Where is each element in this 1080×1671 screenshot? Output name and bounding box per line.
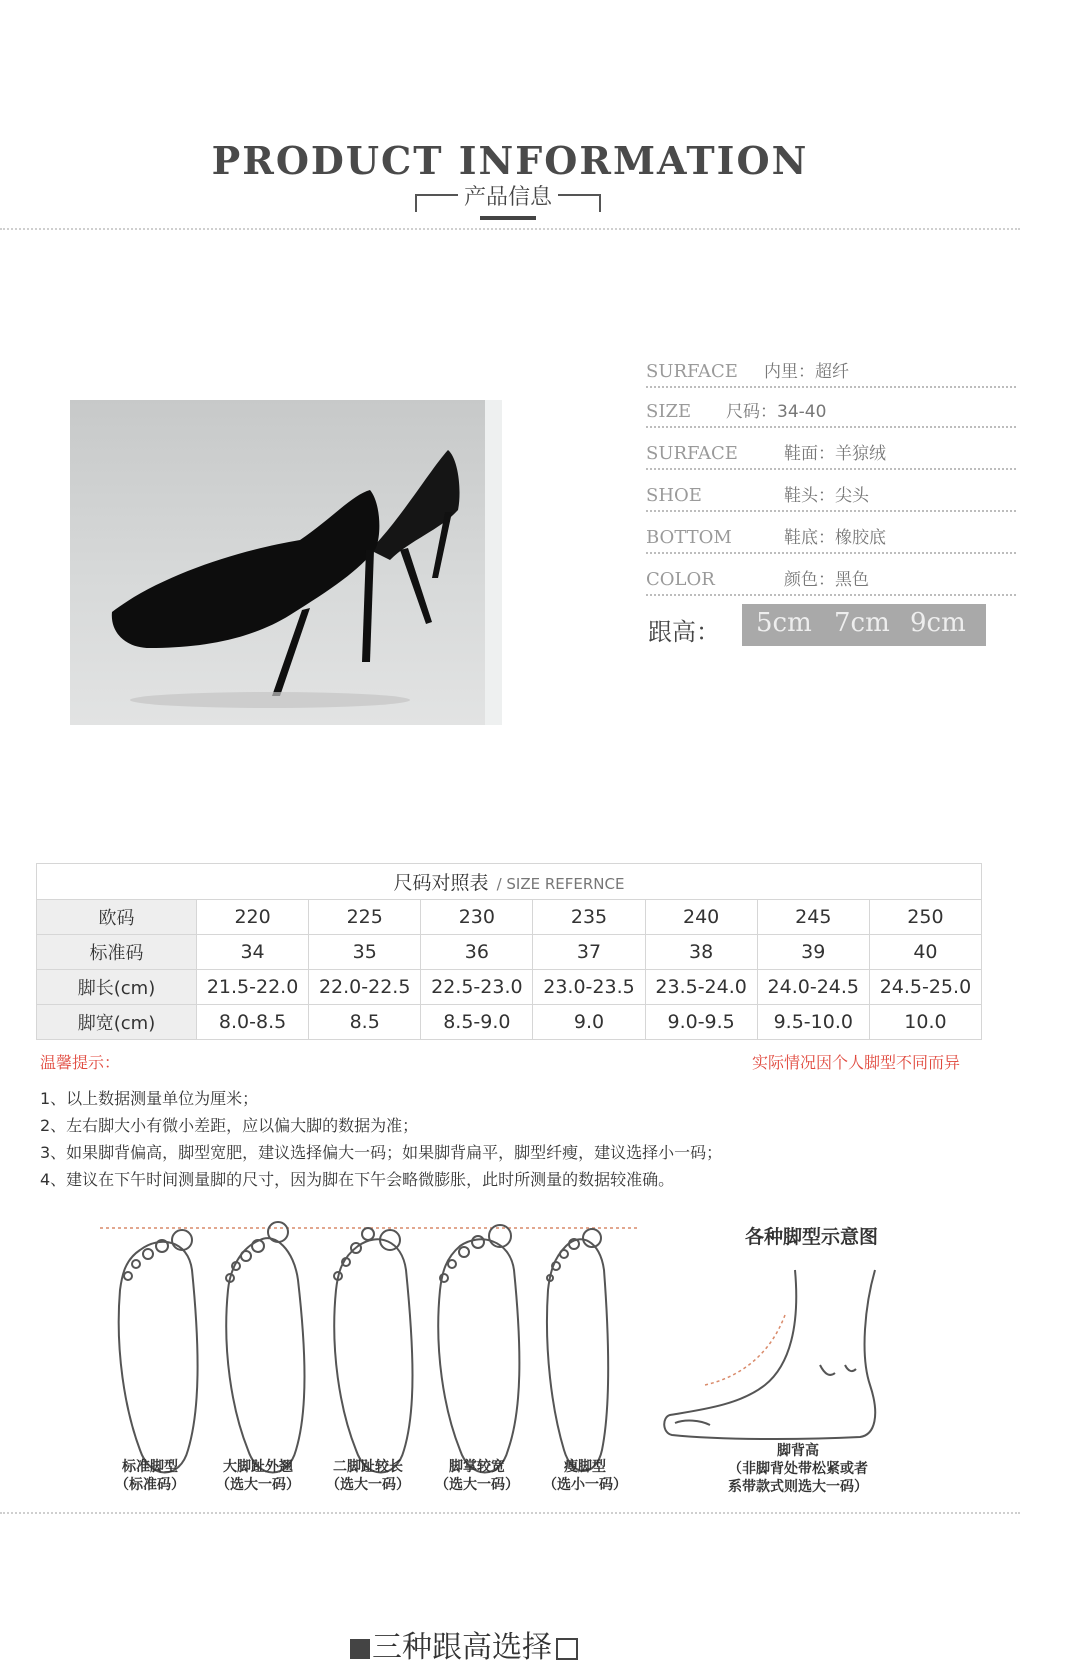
spec-value: 内里：超纤 xyxy=(764,362,849,382)
foot-types-illustration xyxy=(100,1210,660,1500)
table-caption-en: / SIZE REFERNCE xyxy=(496,875,625,893)
row-header: 欧码 xyxy=(37,900,197,935)
table-row xyxy=(37,1005,982,1040)
size-reference-table xyxy=(36,863,982,1040)
foot-labels xyxy=(100,1458,660,1508)
table-cell: 24.0-24.5 xyxy=(757,970,869,1005)
spec-key: SIZE xyxy=(646,401,692,422)
spec-key: BOTTOM xyxy=(646,527,732,548)
spec-value: 鞋面：羊猄绒 xyxy=(784,444,886,464)
table-cell: 24.5-25.0 xyxy=(869,970,981,1005)
heel-option: 9cm xyxy=(910,608,966,638)
note-item: 2、左右脚大小有微小差距，应以偏大脚的数据为准； xyxy=(40,1116,419,1135)
row-header: 标准码 xyxy=(37,935,197,970)
spec-row-size xyxy=(646,386,1016,428)
table-cell: 22.5-23.0 xyxy=(421,970,533,1005)
table-cell: 38 xyxy=(645,935,757,970)
table-cell: 22.0-22.5 xyxy=(309,970,421,1005)
foot-label: 脚掌较宽 （选大一码） xyxy=(435,1459,519,1493)
note-item: 3、如果脚背偏高，脚型宽肥，建议选择偏大一码；如果脚背扁平，脚型纤瘦，建议选择小一码； xyxy=(40,1143,723,1162)
table-cell: 40 xyxy=(869,935,981,970)
heel-option: 5cm xyxy=(756,608,812,638)
table-cell: 220 xyxy=(197,900,309,935)
table-row xyxy=(37,935,982,970)
spec-row-color xyxy=(646,554,1016,596)
table-row xyxy=(37,970,982,1005)
spec-key: SURFACE xyxy=(646,443,738,464)
spec-row-toe xyxy=(646,470,1016,512)
foot-label: 标准脚型 （标准码） xyxy=(115,1459,185,1493)
table-cell: 8.5 xyxy=(309,1005,421,1040)
spec-row-sole xyxy=(646,512,1016,554)
table-cell: 9.0 xyxy=(533,1005,645,1040)
table-cell: 36 xyxy=(421,935,533,970)
heel-choice-heading: 三种跟高选择 xyxy=(350,1622,578,1666)
table-cell: 23.0-23.5 xyxy=(533,970,645,1005)
table-cell: 245 xyxy=(757,900,869,935)
table-cell: 230 xyxy=(421,900,533,935)
note-item: 1、以上数据测量单位为厘米； xyxy=(40,1089,259,1108)
foot-label: 二脚趾较长 （选大一码） xyxy=(326,1459,410,1493)
title-underbar xyxy=(480,216,536,220)
section-title-cn: 产品信息 xyxy=(458,185,558,210)
row-header: 脚长(cm) xyxy=(37,970,197,1005)
divider-bottom xyxy=(0,1512,1020,1514)
heel-option: 7cm xyxy=(834,608,890,638)
filled-square-icon xyxy=(350,1639,370,1659)
side-foot-illustration xyxy=(660,1265,890,1445)
table-cell: 37 xyxy=(533,935,645,970)
spec-row-lining xyxy=(646,346,1016,388)
table-caption-cn: 尺码对照表 xyxy=(393,872,489,894)
table-cell: 39 xyxy=(757,935,869,970)
table-cell: 9.5-10.0 xyxy=(757,1005,869,1040)
foot-label: 瘦脚型 （选小一码） xyxy=(543,1459,627,1493)
spec-row-surface xyxy=(646,428,1016,470)
table-cell: 235 xyxy=(533,900,645,935)
table-cell: 9.0-9.5 xyxy=(645,1005,757,1040)
table-row xyxy=(37,900,982,935)
spec-value: 鞋底：橡胶底 xyxy=(784,528,886,548)
spec-value: 尺码：34-40 xyxy=(726,402,827,422)
instep-label: 脚背高 （非脚背处带松紧或者 系带款式则选大一码） xyxy=(728,1443,868,1495)
spec-key: SHOE xyxy=(646,485,702,506)
table-cell: 23.5-24.0 xyxy=(645,970,757,1005)
spec-key: SURFACE xyxy=(646,361,738,382)
table-cell: 35 xyxy=(309,935,421,970)
spec-value: 颜色：黑色 xyxy=(784,570,869,590)
table-cell: 8.0-8.5 xyxy=(197,1005,309,1040)
tips-label: 温馨提示： xyxy=(40,1053,121,1072)
table-cell: 250 xyxy=(869,900,981,935)
table-cell: 8.5-9.0 xyxy=(421,1005,533,1040)
product-photo xyxy=(70,400,502,725)
spec-key: COLOR xyxy=(646,569,715,590)
table-caption xyxy=(37,864,982,900)
table-cell: 225 xyxy=(309,900,421,935)
spec-value: 鞋头：尖头 xyxy=(784,486,869,506)
note-item: 4、建议在下午时间测量脚的尺寸，因为脚在下午会略微膨胀，此时所测量的数据较准确。 xyxy=(40,1170,675,1189)
heel-height-options xyxy=(742,604,986,646)
tips-disclaimer: 实际情况因个人脚型不同而异 xyxy=(752,1053,961,1072)
foot-label: 大脚趾外翘 （选大一码） xyxy=(216,1459,300,1493)
table-cell: 10.0 xyxy=(869,1005,981,1040)
table-cell: 21.5-22.0 xyxy=(197,970,309,1005)
heel-height-label: 跟高： xyxy=(648,618,720,646)
section-subtitle xyxy=(415,178,601,218)
table-cell: 240 xyxy=(645,900,757,935)
section-title-en: PRODUCT INFORMATION xyxy=(211,138,809,183)
table-cell: 34 xyxy=(197,935,309,970)
foot-types-title: 各种脚型示意图 xyxy=(745,1226,879,1248)
divider-top xyxy=(0,228,1020,230)
empty-square-icon xyxy=(556,1638,578,1660)
row-header: 脚宽(cm) xyxy=(37,1005,197,1040)
